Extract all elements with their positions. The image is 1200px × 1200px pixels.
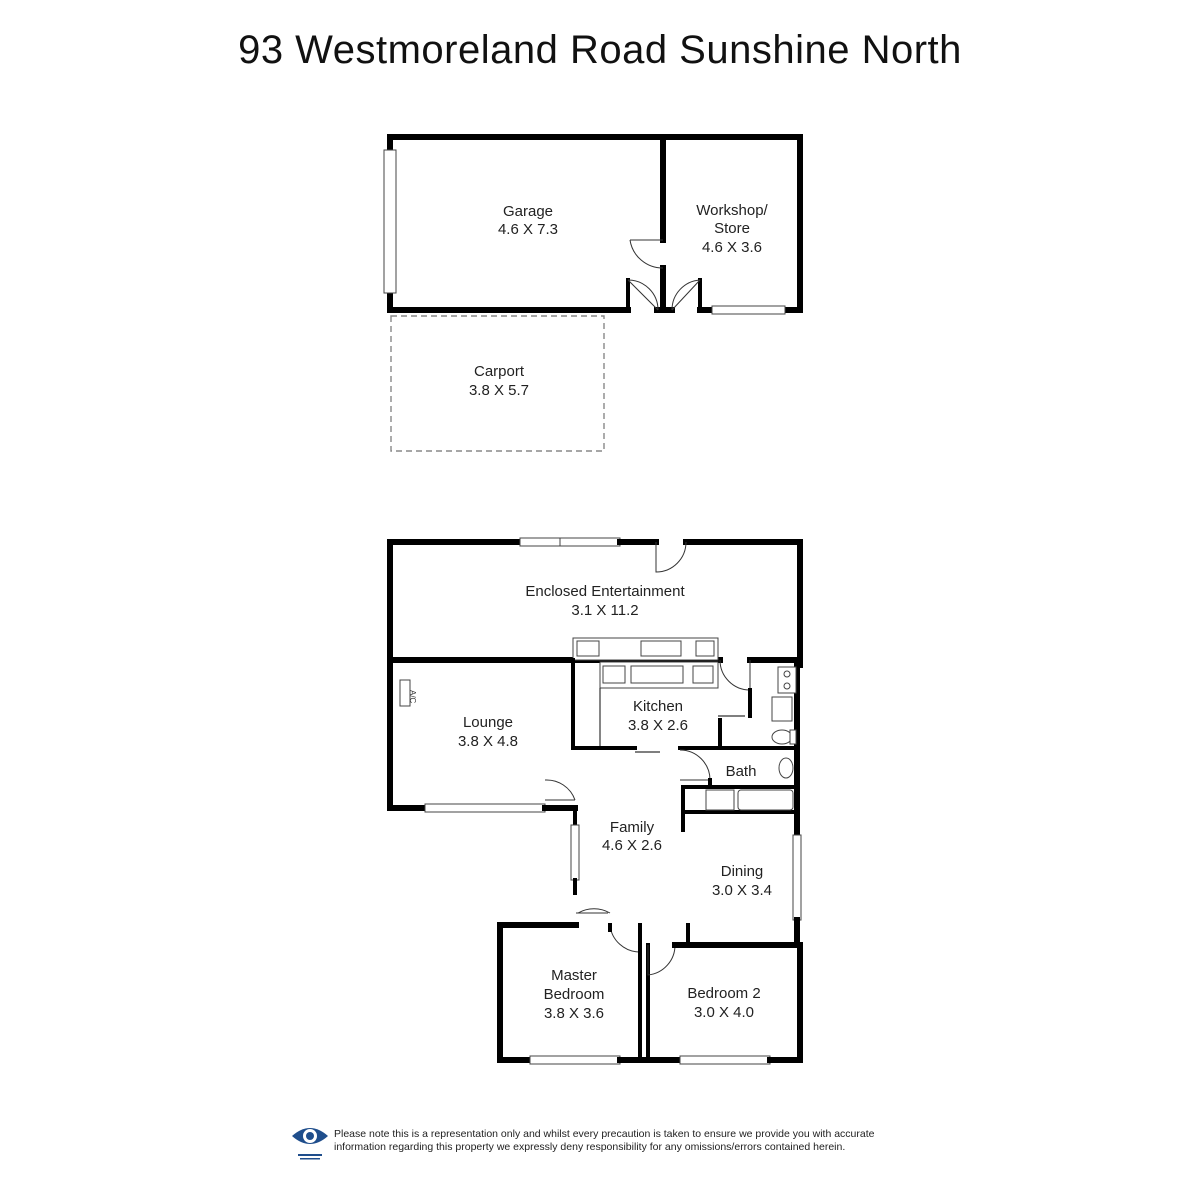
dining-window [793,835,801,920]
entertainment-window-2 [560,538,620,546]
entertainment-label: Enclosed Entertainment [525,583,685,600]
disclaimer [334,1128,954,1154]
disclaimer-line-1: Please note this is a representation only and whilst every precaution is taken to ensure we provide you with accurate [334,1128,875,1140]
lounge-dims: 3.8 X 4.8 [457,733,519,750]
bedroom2-door [648,945,675,975]
workshop-window [712,306,785,314]
entertainment-dims: 3.1 X 11.2 [571,602,639,619]
garage-door [384,150,396,293]
garage-rear-door [628,280,658,310]
entertainment-door [656,542,686,572]
lounge-door [545,780,575,800]
ac-label: A/C [408,690,417,704]
master-door [576,909,610,913]
workshop-label-1: Workshop/ [696,202,768,219]
master-dims: 3.8 X 3.6 [543,1005,605,1022]
garage-dims: 4.6 X 7.3 [497,221,559,238]
kitchen-dims: 3.8 X 2.6 [627,717,689,734]
carport-label: Carport [473,363,525,380]
family-label: Family [609,819,655,836]
bedroom2-window [680,1056,770,1064]
eye-icon [290,1122,330,1162]
master-door-swing [610,925,640,952]
laundry-tub [772,697,792,721]
garage-internal-door [630,240,663,268]
master-window [530,1056,620,1064]
bath-label: Bath [725,763,757,780]
workshop-dims: 4.6 X 3.6 [701,239,763,256]
lounge-window [425,804,545,812]
kitchen-label: Kitchen [632,698,684,715]
basin [779,758,793,778]
toilet [772,730,792,744]
bedroom2-dims: 3.0 X 4.0 [693,1004,755,1021]
dining-label: Dining [720,863,764,880]
page-title: 93 Westmoreland Road Sunshine North [238,28,962,72]
garage-label: Garage [502,203,554,220]
bathtub [738,790,793,810]
dining-dims: 3.0 X 3.4 [711,882,773,899]
master-label-2: Bedroom [543,986,605,1003]
disclaimer-line-2: information regarding this property we expressly deny responsibility for any omissions/errors contained herein. [334,1141,846,1153]
master-label-1: Master [551,967,597,984]
entertainment-window-1 [520,538,560,546]
lounge-label: Lounge [462,714,514,731]
workshop-rear-door [672,280,700,310]
family-dims: 4.6 X 2.6 [601,837,663,854]
laundry-door [720,660,750,690]
carport-dims: 3.8 X 5.7 [468,382,530,399]
bath-door [680,750,710,780]
family-window [571,825,579,880]
workshop-label-2: Store [714,220,750,237]
shower [706,790,734,810]
bedroom2-label: Bedroom 2 [687,985,761,1002]
